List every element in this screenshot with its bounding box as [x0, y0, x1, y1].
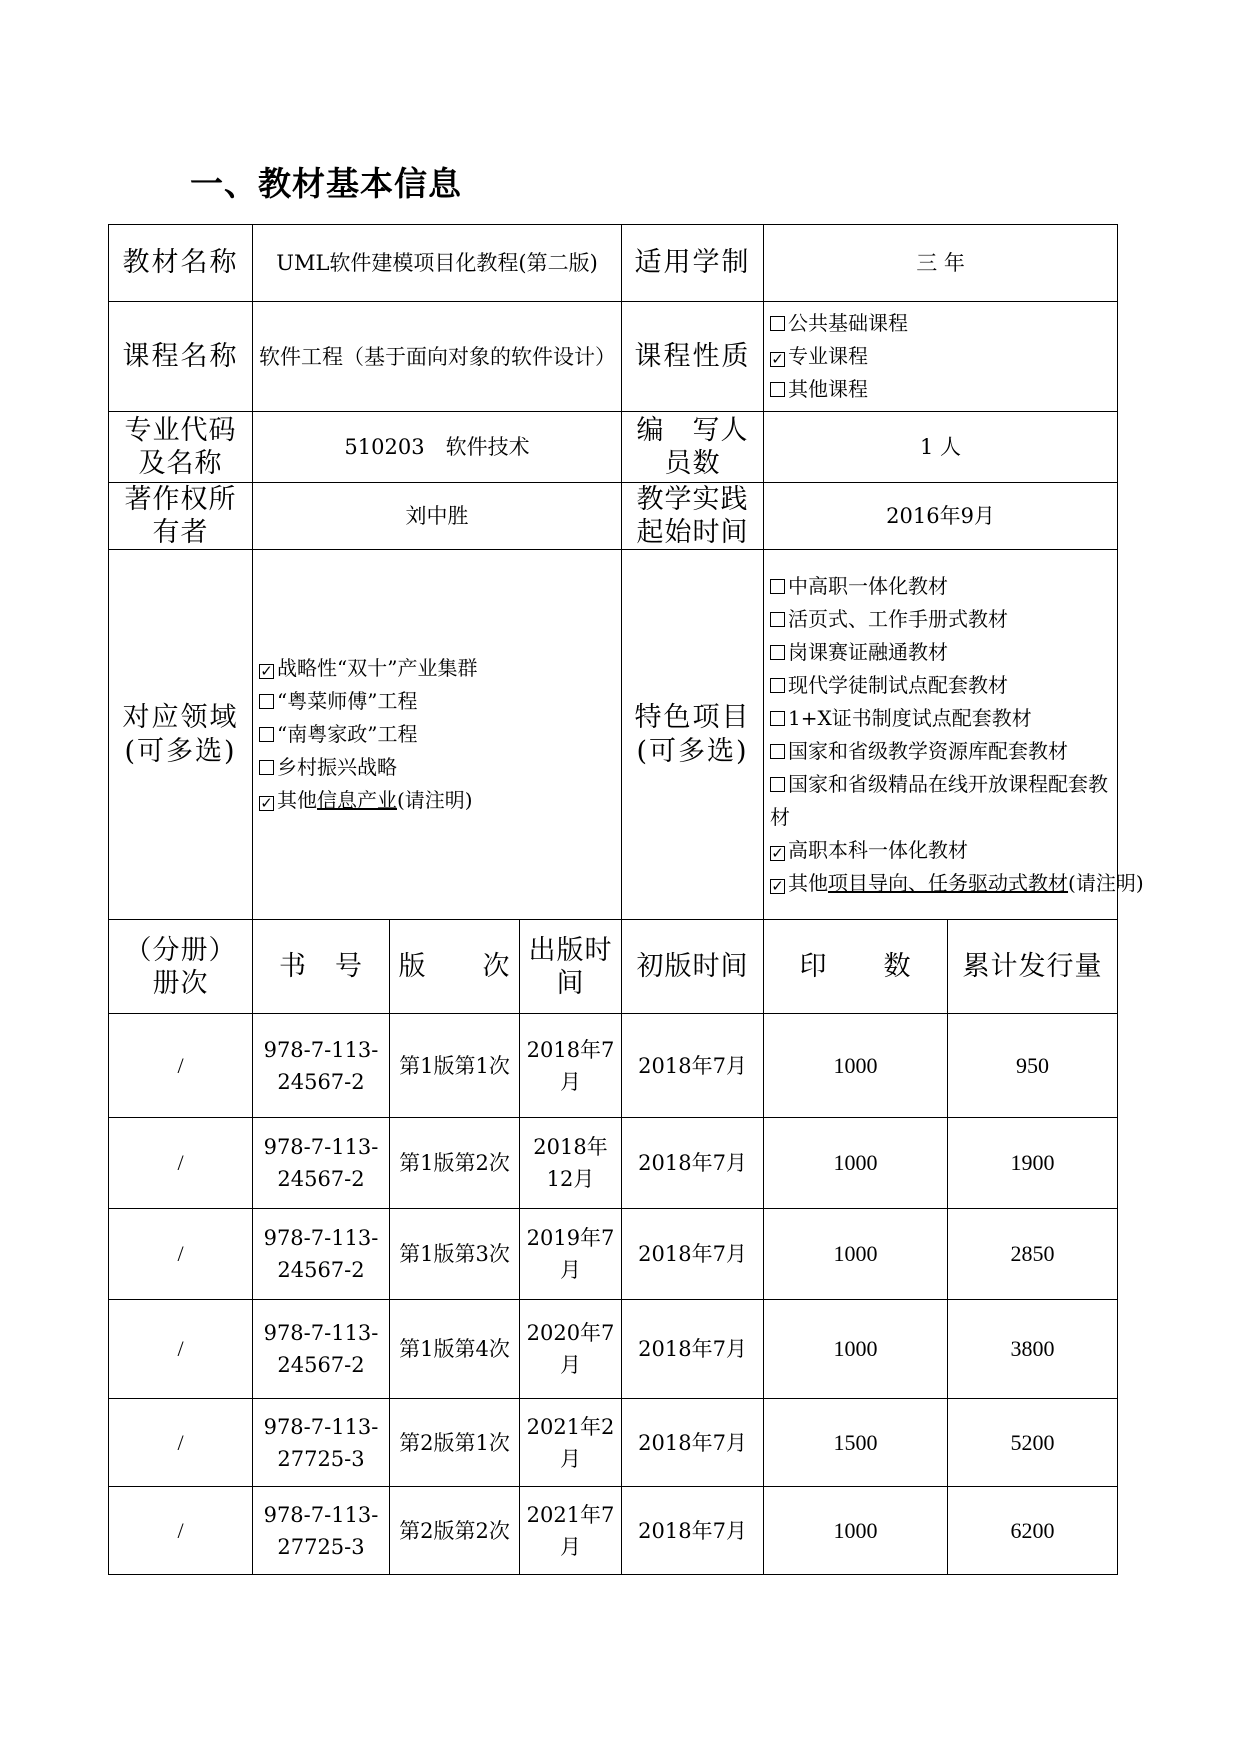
- cell-total: 2850: [948, 1209, 1118, 1300]
- unchecked-box-icon: [259, 727, 274, 742]
- option-label: 活页式、工作手册式教材: [788, 606, 1009, 631]
- header-total: 累计发行量: [948, 920, 1118, 1014]
- checked-box-icon: ✓: [260, 794, 273, 812]
- practice-start-value: 2016年9月: [764, 483, 1118, 550]
- edition-row: [109, 1399, 1118, 1487]
- unchecked-box-icon: [770, 777, 785, 792]
- option-note: (请注明): [397, 788, 473, 812]
- option-item: [770, 636, 1111, 669]
- authors-count-label: 编 写人员数: [622, 412, 764, 483]
- edition-row: [109, 1487, 1118, 1575]
- cell-prints: 1000: [764, 1118, 948, 1209]
- option-label: 其他: [788, 870, 829, 895]
- unchecked-box-icon: [770, 382, 785, 397]
- cell-prints: 1000: [764, 1300, 948, 1399]
- course-name-label: 课程名称: [109, 302, 253, 412]
- cell-total: 1900: [948, 1118, 1118, 1209]
- unchecked-box-icon: [770, 678, 785, 693]
- textbook-name-label: 教材名称: [109, 225, 253, 302]
- cell-edition: 第1版第2次: [390, 1118, 520, 1209]
- cell-pub-date: 2019年7月: [520, 1209, 622, 1300]
- option-fill-text: 信息产业: [317, 788, 397, 812]
- option-item: [770, 768, 1111, 834]
- school-system-label: 适用学制: [622, 225, 764, 302]
- option-label: 1+X证书制度试点配套教材: [788, 705, 1032, 730]
- option-item: [770, 735, 1111, 768]
- cell-volume: /: [109, 1209, 253, 1300]
- cell-total: 5200: [948, 1399, 1118, 1487]
- option-label: “南粤家政”工程: [277, 722, 418, 746]
- cell-edition: 第1版第4次: [390, 1300, 520, 1399]
- cell-prints: 1000: [764, 1209, 948, 1300]
- cell-edition: 第2版第1次: [390, 1399, 520, 1487]
- header-edition: 版 次: [390, 920, 520, 1014]
- edition-row: [109, 1118, 1118, 1209]
- option-item: [770, 834, 1111, 867]
- header-first-date: 初版时间: [622, 920, 764, 1014]
- unchecked-box-icon: [770, 579, 785, 594]
- option-label: 国家和省级精品在线开放课程配套教材: [770, 771, 1109, 829]
- unchecked-box-icon: [770, 316, 785, 331]
- option-item: [770, 669, 1111, 702]
- cell-edition: 第2版第2次: [390, 1487, 520, 1575]
- section-title: 一、教材基本信息: [190, 164, 462, 203]
- header-volume: （分册）册次: [109, 920, 253, 1014]
- cell-pub-date: 2021年2月: [520, 1399, 622, 1487]
- editions-header-row: [109, 920, 1118, 1014]
- edition-rows: [109, 1014, 1118, 1575]
- checked-box-icon: ✓: [260, 662, 273, 680]
- option-item: [259, 784, 615, 817]
- course-name-value: 软件工程（基于面向对象的软件设计）: [253, 302, 622, 412]
- cell-volume: /: [109, 1399, 253, 1487]
- option-label: 其他: [277, 788, 317, 812]
- major-value: 510203 软件技术: [253, 412, 622, 483]
- cell-first-date: 2018年7月: [622, 1209, 764, 1300]
- cell-isbn: 978-7-113-24567-2: [253, 1300, 390, 1399]
- option-label: 专业课程: [788, 344, 869, 368]
- unchecked-box-icon: [259, 694, 274, 709]
- course-nature-options: [764, 302, 1118, 412]
- option-item: [259, 751, 615, 784]
- option-label: “粤菜师傅”工程: [277, 689, 418, 713]
- practice-start-label: 教学实践起始时间: [622, 483, 764, 550]
- checked-box-icon: ✓: [771, 876, 784, 895]
- option-label: 乡村振兴战略: [277, 755, 397, 779]
- option-note: (请注明): [1068, 870, 1144, 895]
- authors-count-value: 1 人: [764, 412, 1118, 483]
- cell-pub-date: 2021年7月: [520, 1487, 622, 1575]
- cell-total: 950: [948, 1014, 1118, 1118]
- option-item: [259, 652, 615, 685]
- cell-isbn: 978-7-113-27725-3: [253, 1487, 390, 1575]
- cell-edition: 第1版第1次: [390, 1014, 520, 1118]
- header-pub-date: 出版时间: [520, 920, 622, 1014]
- option-label: 中高职一体化教材: [788, 573, 949, 598]
- cell-volume: /: [109, 1014, 253, 1118]
- feature-label: 特色项目(可多选): [622, 550, 764, 920]
- cell-first-date: 2018年7月: [622, 1487, 764, 1575]
- cell-prints: 1000: [764, 1014, 948, 1118]
- option-item: [770, 702, 1111, 735]
- cell-pub-date: 2018年7月: [520, 1014, 622, 1118]
- cell-first-date: 2018年7月: [622, 1399, 764, 1487]
- unchecked-box-icon: [770, 711, 785, 726]
- option-label: 战略性“双十”产业集群: [277, 656, 478, 680]
- unchecked-box-icon: [770, 744, 785, 759]
- option-item: [259, 685, 615, 718]
- school-system-value: 三 年: [764, 225, 1118, 302]
- cell-volume: /: [109, 1487, 253, 1575]
- option-item: [770, 570, 1111, 603]
- option-item: [770, 867, 1144, 900]
- cell-prints: 1000: [764, 1487, 948, 1575]
- option-label: 高职本科一体化教材: [788, 837, 969, 862]
- checked-box-icon: ✓: [771, 843, 784, 862]
- cell-prints: 1500: [764, 1399, 948, 1487]
- cell-isbn: 978-7-113-24567-2: [253, 1209, 390, 1300]
- option-label: 国家和省级教学资源库配套教材: [788, 738, 1069, 763]
- cell-first-date: 2018年7月: [622, 1014, 764, 1118]
- cell-isbn: 978-7-113-24567-2: [253, 1014, 390, 1118]
- checked-box-icon: ✓: [771, 350, 784, 368]
- header-isbn: 书 号: [253, 920, 390, 1014]
- major-label: 专业代码及名称: [109, 412, 253, 483]
- option-label: 现代学徒制试点配套教材: [788, 672, 1009, 697]
- cell-first-date: 2018年7月: [622, 1118, 764, 1209]
- cell-edition: 第1版第3次: [390, 1209, 520, 1300]
- cell-total: 6200: [948, 1487, 1118, 1575]
- cell-first-date: 2018年7月: [622, 1300, 764, 1399]
- option-item: [770, 307, 1111, 340]
- unchecked-box-icon: [770, 612, 785, 627]
- option-item: [770, 340, 1111, 373]
- feature-options: [764, 550, 1144, 920]
- cell-isbn: 978-7-113-27725-3: [253, 1399, 390, 1487]
- option-label: 岗课赛证融通教材: [788, 639, 949, 664]
- option-item: [770, 373, 1111, 406]
- unchecked-box-icon: [259, 760, 274, 775]
- cell-pub-date: 2018年12月: [520, 1118, 622, 1209]
- cell-total: 3800: [948, 1300, 1118, 1399]
- option-label: 其他课程: [788, 377, 869, 401]
- edition-row: [109, 1014, 1118, 1118]
- option-item: [770, 603, 1111, 636]
- unchecked-box-icon: [770, 645, 785, 660]
- field-options: [253, 550, 622, 920]
- option-fill-text: 项目导向、任务驱动式教材: [828, 870, 1069, 895]
- option-item: [259, 718, 615, 751]
- copyright-value: 刘中胜: [253, 483, 622, 550]
- field-label: 对应领域(可多选): [109, 550, 253, 920]
- header-prints: 印 数: [764, 920, 948, 1014]
- cell-volume: /: [109, 1118, 253, 1209]
- cell-volume: /: [109, 1300, 253, 1399]
- textbook-info-table: [108, 224, 1144, 1575]
- textbook-name-value: UML软件建模项目化教程(第二版): [253, 225, 622, 302]
- edition-row: [109, 1209, 1118, 1300]
- cell-pub-date: 2020年7月: [520, 1300, 622, 1399]
- copyright-label: 著作权所有者: [109, 483, 253, 550]
- course-nature-label: 课程性质: [622, 302, 764, 412]
- cell-isbn: 978-7-113-24567-2: [253, 1118, 390, 1209]
- option-label: 公共基础课程: [788, 311, 909, 335]
- edition-row: [109, 1300, 1118, 1399]
